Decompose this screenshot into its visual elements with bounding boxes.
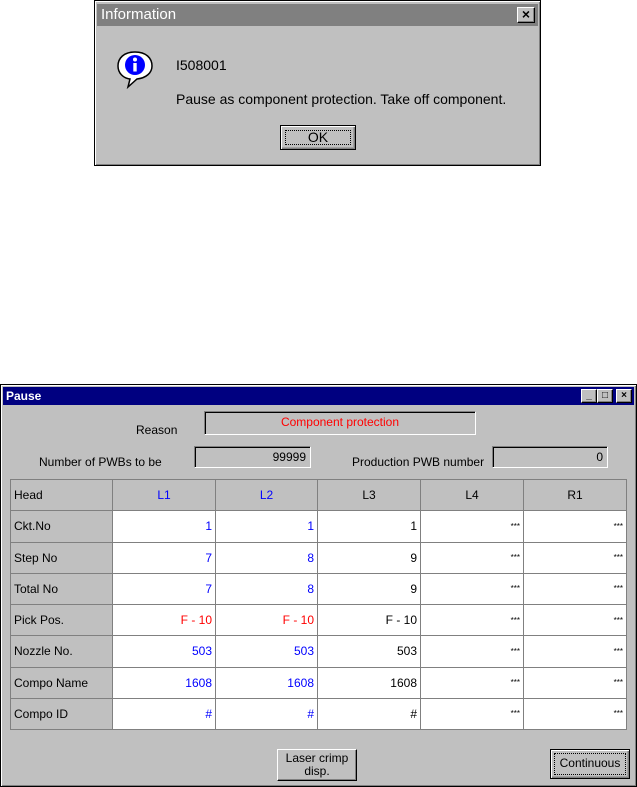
row-label: Pick Pos. <box>11 605 113 636</box>
table-cell: F - 10 <box>113 605 216 636</box>
table-cell: 503 <box>216 636 318 667</box>
ok-button[interactable] <box>280 125 356 150</box>
pause-title-bar[interactable] <box>3 387 634 405</box>
table-cell: 503 <box>113 636 216 667</box>
row-label: Step No <box>11 542 113 573</box>
table-cell: *** <box>421 511 524 542</box>
table-cell: 8 <box>216 573 318 604</box>
table-cell: *** <box>524 636 627 667</box>
head-status-table <box>10 479 627 730</box>
row-label: Nozzle No. <box>11 636 113 667</box>
pause-title: Pause <box>6 389 42 403</box>
reason-label: Reason <box>136 423 178 437</box>
table-cell: *** <box>421 667 524 698</box>
table-row-pick-pos <box>11 605 627 636</box>
table-row-compo-name <box>11 667 627 698</box>
table-cell: *** <box>421 698 524 729</box>
column-header-l2[interactable]: L2 <box>216 480 318 511</box>
minimize-button[interactable]: _ <box>581 389 597 403</box>
table-cell: *** <box>524 542 627 573</box>
table-cell: # <box>216 698 318 729</box>
pause-close-button[interactable]: × <box>616 389 632 403</box>
table-cell: *** <box>421 605 524 636</box>
column-header-l1[interactable]: L1 <box>113 480 216 511</box>
information-dialog <box>94 0 541 166</box>
pwbs-to-be-field: 99999 <box>194 446 311 468</box>
information-close-button[interactable]: × <box>517 7 535 23</box>
row-label: Compo Name <box>11 667 113 698</box>
continuous-button-label: Continuous <box>559 756 621 770</box>
table-row-ckt-no <box>11 511 627 542</box>
pwbs-to-be-label: Number of PWBs to be <box>39 455 162 469</box>
table-row-total-no <box>11 573 627 604</box>
production-pwb-label: Production PWB number <box>352 455 485 469</box>
row-label: Ckt.No <box>11 511 113 542</box>
pause-window <box>0 384 637 787</box>
table-cell: *** <box>524 573 627 604</box>
table-cell: *** <box>421 573 524 604</box>
table-row-step-no <box>11 542 627 573</box>
table-cell: *** <box>421 636 524 667</box>
laser-crimp-label-line1: Laser crimp <box>285 751 349 765</box>
table-cell: 1608 <box>216 667 318 698</box>
table-cell: *** <box>524 511 627 542</box>
table-cell: 1 <box>113 511 216 542</box>
table-cell: F - 10 <box>318 605 421 636</box>
table-cell: *** <box>524 605 627 636</box>
table-cell: 7 <box>113 573 216 604</box>
information-message: Pause as component protection. Take off component. <box>176 91 507 107</box>
table-cell: 9 <box>318 542 421 573</box>
table-cell: F - 10 <box>216 605 318 636</box>
table-cell: 503 <box>318 636 421 667</box>
ok-button-label: OK <box>307 129 329 145</box>
row-label: Compo ID <box>11 698 113 729</box>
information-code: I508001 <box>176 57 227 73</box>
table-cell: 1 <box>216 511 318 542</box>
table-cell: 7 <box>113 542 216 573</box>
table-cell: *** <box>421 542 524 573</box>
table-cell: # <box>318 698 421 729</box>
maximize-button[interactable]: □ <box>597 389 613 403</box>
table-cell: *** <box>524 667 627 698</box>
table-cell: 9 <box>318 573 421 604</box>
table-row-nozzle-no <box>11 636 627 667</box>
continuous-button[interactable] <box>550 749 630 779</box>
table-cell: 1608 <box>113 667 216 698</box>
row-label: Total No <box>11 573 113 604</box>
table-header-row <box>11 480 627 511</box>
table-cell: 1 <box>318 511 421 542</box>
table-row-compo-id <box>11 698 627 729</box>
table-cell: 8 <box>216 542 318 573</box>
information-icon <box>115 49 155 89</box>
laser-crimp-label-line2: disp. <box>304 764 330 778</box>
column-header-l3[interactable]: L3 <box>318 480 421 511</box>
information-title: Information <box>101 6 177 23</box>
table-cell: *** <box>524 698 627 729</box>
laser-crimp-disp-button[interactable] <box>277 749 357 781</box>
reason-field: Component protection <box>204 411 476 435</box>
table-cell: # <box>113 698 216 729</box>
column-header-l4[interactable]: L4 <box>421 480 524 511</box>
production-pwb-field: 0 <box>492 446 608 468</box>
column-header-r1[interactable]: R1 <box>524 480 627 511</box>
column-header-head: Head <box>11 480 113 511</box>
table-cell: 1608 <box>318 667 421 698</box>
information-title-bar[interactable] <box>97 4 538 26</box>
